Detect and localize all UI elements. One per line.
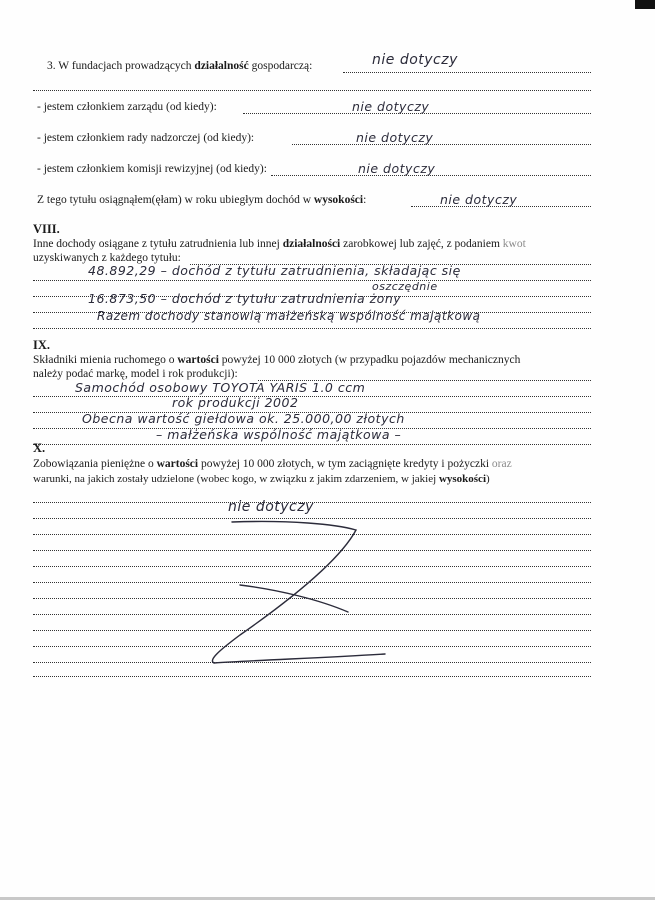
- section-x-question-cont: warunki, na jakich zostały udzielone (wobec kogo, w związku z jakim zdarzeniem, w jakiej wysokości): [33, 473, 490, 485]
- board-member-label: - jestem członkiem zarządu (od kiedy):: [37, 101, 217, 113]
- income-entry-1: 48.892,29 – dochód z tytułu zatrudnienia, składając się: [88, 263, 461, 278]
- vehicle-year: rok produkcji 2002: [172, 395, 299, 410]
- section-3-question: 3. W fundacjach prowadzących działalność gospodarczą:: [47, 60, 313, 72]
- supervisory-board-label: - jestem członkiem rady nadzorczej (od kiedy):: [37, 132, 255, 144]
- section-x-question: Zobowiązania pieniężne o wartości powyżej 10 000 złotych, w tym zaciągnięte kredyty i pożyczki oraz: [33, 458, 512, 470]
- audit-committee-label: - jestem członkiem komisji rewizyjnej (od kiedy):: [37, 163, 267, 175]
- income-question: Z tego tytułu osiągnąłem(ęłam) w roku ubiegłym dochód w wysokości:: [37, 194, 367, 206]
- section-viii-question-cont: uzyskiwanych z każdego tytułu:: [33, 252, 181, 264]
- section-viii-question: Inne dochody osiągane z tytułu zatrudnienia lub innej działalności zarobkowej lub zajęć, z podaniem kwot: [33, 238, 526, 250]
- income-entry-1-cont: oszczędnie: [372, 280, 438, 293]
- income-total: Razem dochody stanowią małżeńską wspólność majątkową: [97, 309, 481, 323]
- vehicle-value: Obecna wartość giełdowa ok. 25.000,00 złotych: [82, 411, 405, 426]
- income-entry-2: 16.873,50 – dochód z tytułu zatrudnienia żony: [88, 291, 402, 306]
- audit-committee-answer: nie dotyczy: [358, 161, 436, 176]
- section-viii-heading: VIII.: [33, 222, 60, 236]
- income-answer: nie dotyczy: [440, 192, 518, 207]
- section-ix-question-cont: należy podać markę, model i rok produkcji):: [33, 368, 238, 380]
- supervisory-board-answer: nie dotyczy: [356, 130, 434, 145]
- board-member-answer: nie dotyczy: [352, 99, 430, 114]
- vehicle-ownership: – małżeńska wspólność majątkowa –: [156, 427, 402, 442]
- vehicle-entry: Samochód osobowy TOYOTA YARIS 1.0 ccm: [75, 380, 366, 395]
- section-x-heading: X.: [33, 441, 46, 455]
- section-ix-question: Składniki mienia ruchomego o wartości powyżej 10 000 złotych (w przypadku pojazdów mechanicznych: [33, 354, 521, 366]
- section-ix-heading: IX.: [33, 338, 51, 352]
- liabilities-answer: nie dotyczy: [228, 499, 314, 515]
- section-3-answer: nie dotyczy: [372, 52, 458, 68]
